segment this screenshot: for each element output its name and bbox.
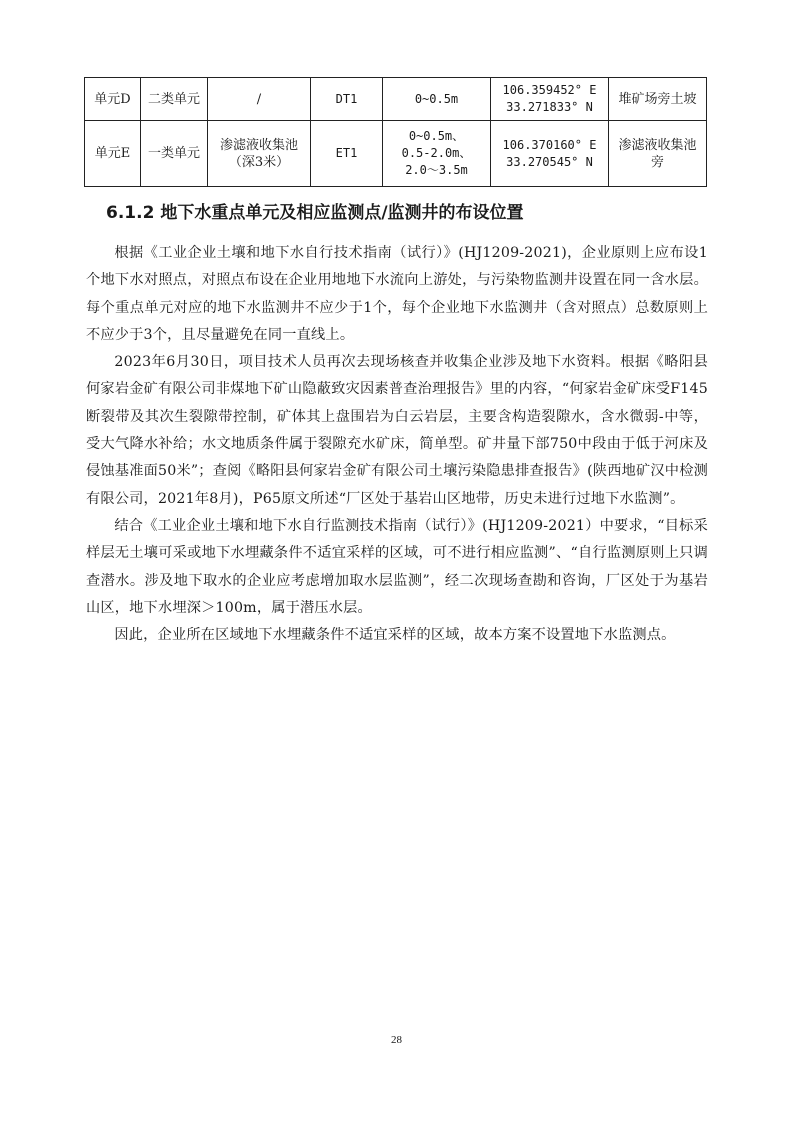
page-number: 28 (391, 1034, 402, 1046)
unit-cell: 单元E (85, 121, 141, 187)
body-text (86, 240, 708, 649)
category-cell: 二类单元 (141, 78, 208, 121)
table-row (85, 78, 707, 121)
table-row (85, 121, 707, 187)
depth-cell: 0~0.5m (383, 78, 491, 121)
point-id-cell: ET1 (311, 121, 383, 187)
paragraph-guideline: 根据《工业企业土壤和地下水自行技术指南（试行）》(HJ1209-2021)，企业原则上应布设1个地下水对照点，对照点布设在企业用地地下水流向上游处，与污染物监测井设置在同一含水层。每个重点单元对应的地下水监测井不应少于1个，每个企业地下水监测井（含对照点）总数原则上不应少于3个，且尽量避免在同一直线上。 (86, 245, 708, 343)
category-cell: 一类单元 (141, 121, 208, 187)
section-heading: 6.1.2 地下水重点单元及相应监测点/监测井的布设位置 (106, 203, 524, 223)
coords-cell: 106.370160° E 33.270545° N (491, 121, 609, 187)
paragraph-requirements: 结合《工业企业土壤和地下水自行监测技术指南（试行）》(HJ1209-2021）中要求，“目标采样层无土壤可采或地下水埋藏条件不适宜采样的区域，可不进行相应监测”、“自行监测原则上只调查潜水。涉及地下取水的企业应考虑增加取水层监测”，经二次现场查勘和咨询，厂区处于为基岩山区，地下水埋深＞100m，属于潜压水层。 (86, 517, 708, 616)
paragraph-site-survey: 2023年6月30日，项目技术人员再次去现场核查并收集企业涉及地下水资料。根据《略阳县何家岩金矿有限公司非煤地下矿山隐蔽致灾因素普查治理报告》里的内容，“何家岩金矿床受F145断裂带及其次生裂隙带控制，矿体其上盘围岩为白云岩层，主要含构造裂隙水，含水微弱-中等，受大气降水补给；水文地质条件属于裂隙充水矿床，简单型。矿井量下部750中段由于低于河床及侵蚀基准面50米”；查阅《略阳县何家岩金矿有限公司土壤污染隐患排查报告》(陕西地矿汉中检测有限公司，2021年8月)，P65原文所述“厂区处于基岩山区地带，历史未进行过地下水监测”。 (86, 354, 708, 507)
depth-cell: 0~0.5m、 0.5-2.0m、 2.0～3.5m (383, 121, 491, 187)
facility-cell: 渗滤液收集池 （深3米） (208, 121, 311, 187)
location-cell: 渗滤液收集池 旁 (609, 121, 707, 187)
facility-cell: / (208, 78, 311, 121)
coords-cell: 106.359452° E 33.271833° N (491, 78, 609, 121)
unit-cell: 单元D (85, 78, 141, 121)
point-id-cell: DT1 (311, 78, 383, 121)
location-cell: 堆矿场旁土坡 (609, 78, 707, 121)
monitoring-units-table (84, 77, 707, 187)
paragraph-conclusion: 因此，企业所在区域地下水埋藏条件不适宜采样的区域，故本方案不设置地下水监测点。 (114, 627, 676, 644)
